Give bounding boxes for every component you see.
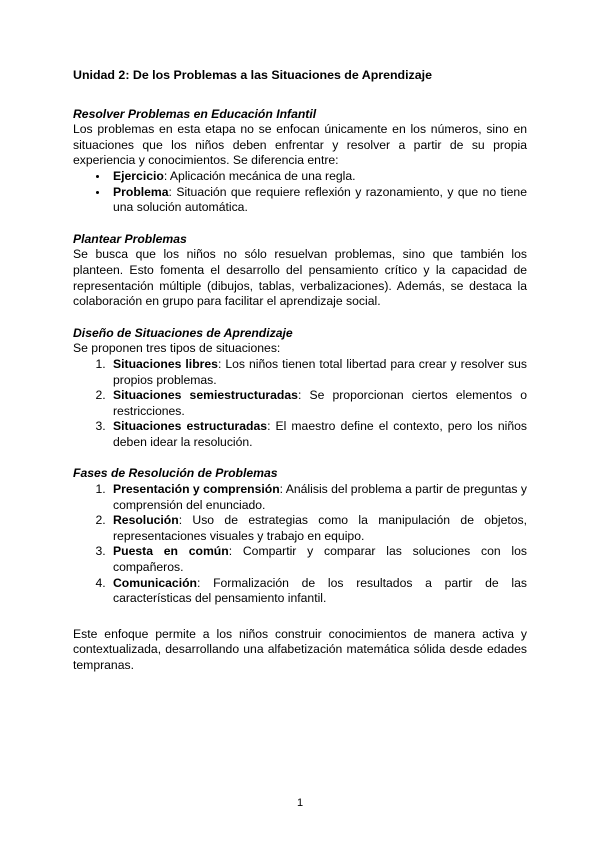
bullet-list	[73, 169, 527, 216]
section-resolver-problemas	[73, 107, 527, 216]
section-intro: Los problemas en esta etapa no se enfocan únicamente en los números, sino en situaciones que los niños deben enfrentar y resolver a partir de su propia experiencia y conocimientos. Se diferencia entre:	[73, 122, 527, 168]
page-title: Unidad 2: De los Problemas a las Situaciones de Aprendizaje	[73, 68, 432, 82]
section-heading: Fases de Resolución de Problemas	[73, 466, 278, 481]
list-item-term: Situaciones libres	[113, 356, 218, 371]
list-item	[109, 388, 527, 419]
list-item-desc: : Situación que requiere reflexión y razonamiento, y que no tiene una solución automática.	[113, 184, 527, 215]
list-item	[109, 576, 527, 607]
list-item-desc: : Los niños tienen total libertad para crear y resolver sus propios problemas.	[113, 356, 527, 387]
section-heading: Plantear Problemas	[73, 231, 187, 246]
section-diseno-situaciones	[73, 326, 527, 451]
list-item-term: Comunicación	[113, 575, 197, 590]
list-item	[109, 169, 527, 185]
list-item-term: Resolución	[113, 513, 179, 528]
document-page	[73, 68, 527, 674]
list-item-desc: : Compartir y comparar las soluciones con los compañeros.	[113, 544, 527, 575]
list-item-term: Situaciones semiestructuradas	[113, 388, 298, 403]
list-item-desc: : Uso de estrategias como la manipulación de objetos, representaciones visuales y trabajo en equipo.	[113, 513, 527, 543]
list-item-term: Problema	[113, 184, 169, 199]
list-item-term: Presentación y comprensión	[113, 482, 280, 497]
section-fases-resolucion	[73, 466, 527, 606]
list-item	[109, 419, 527, 450]
list-item-desc: : Aplicación mecánica de una regla.	[163, 168, 356, 183]
list-item	[109, 513, 527, 544]
list-item-desc: : Se proporcionan ciertos elementos o restricciones.	[113, 388, 527, 418]
section-body: Se busca que los niños no sólo resuelvan problemas, sino que también los planteen. Esto fomenta el desarrollo del pensamiento crítico y la capacidad de representación múltiple (dibujos, tablas, verbalizaciones). Además, se destaca la colaboración en grupo para facilitar el aprendizaje social.	[73, 247, 527, 309]
section-heading: Diseño de Situaciones de Aprendizaje	[73, 325, 293, 340]
section-plantear-problemas	[73, 232, 527, 310]
list-item-term: Situaciones estructuradas	[113, 419, 268, 434]
section-heading: Resolver Problemas en Educación Infantil	[73, 106, 317, 121]
list-item-desc: : Formalización de los resultados a partir de las características del pensamiento infantil.	[113, 575, 527, 606]
list-item	[109, 482, 527, 513]
list-item-term: Ejercicio	[113, 168, 164, 183]
list-item-desc: : El maestro define el contexto, pero los niños deben idear la resolución.	[113, 419, 527, 449]
numbered-list	[73, 357, 527, 451]
section-intro: Se proponen tres tipos de situaciones:	[73, 341, 281, 356]
list-item	[109, 185, 527, 216]
list-item-desc: : Análisis del problema a partir de preguntas y comprensión del enunciado.	[113, 482, 527, 512]
list-item	[109, 357, 527, 388]
closing-paragraph: Este enfoque permite a los niños construir conocimientos de manera activa y contextualizada, desarrollando una alfabetización matemática sólida desde edades tempranas.	[73, 626, 527, 672]
list-item	[109, 544, 527, 575]
numbered-list	[73, 482, 527, 607]
page-number: 1	[296, 797, 304, 809]
list-item-term: Puesta en común	[113, 544, 229, 559]
